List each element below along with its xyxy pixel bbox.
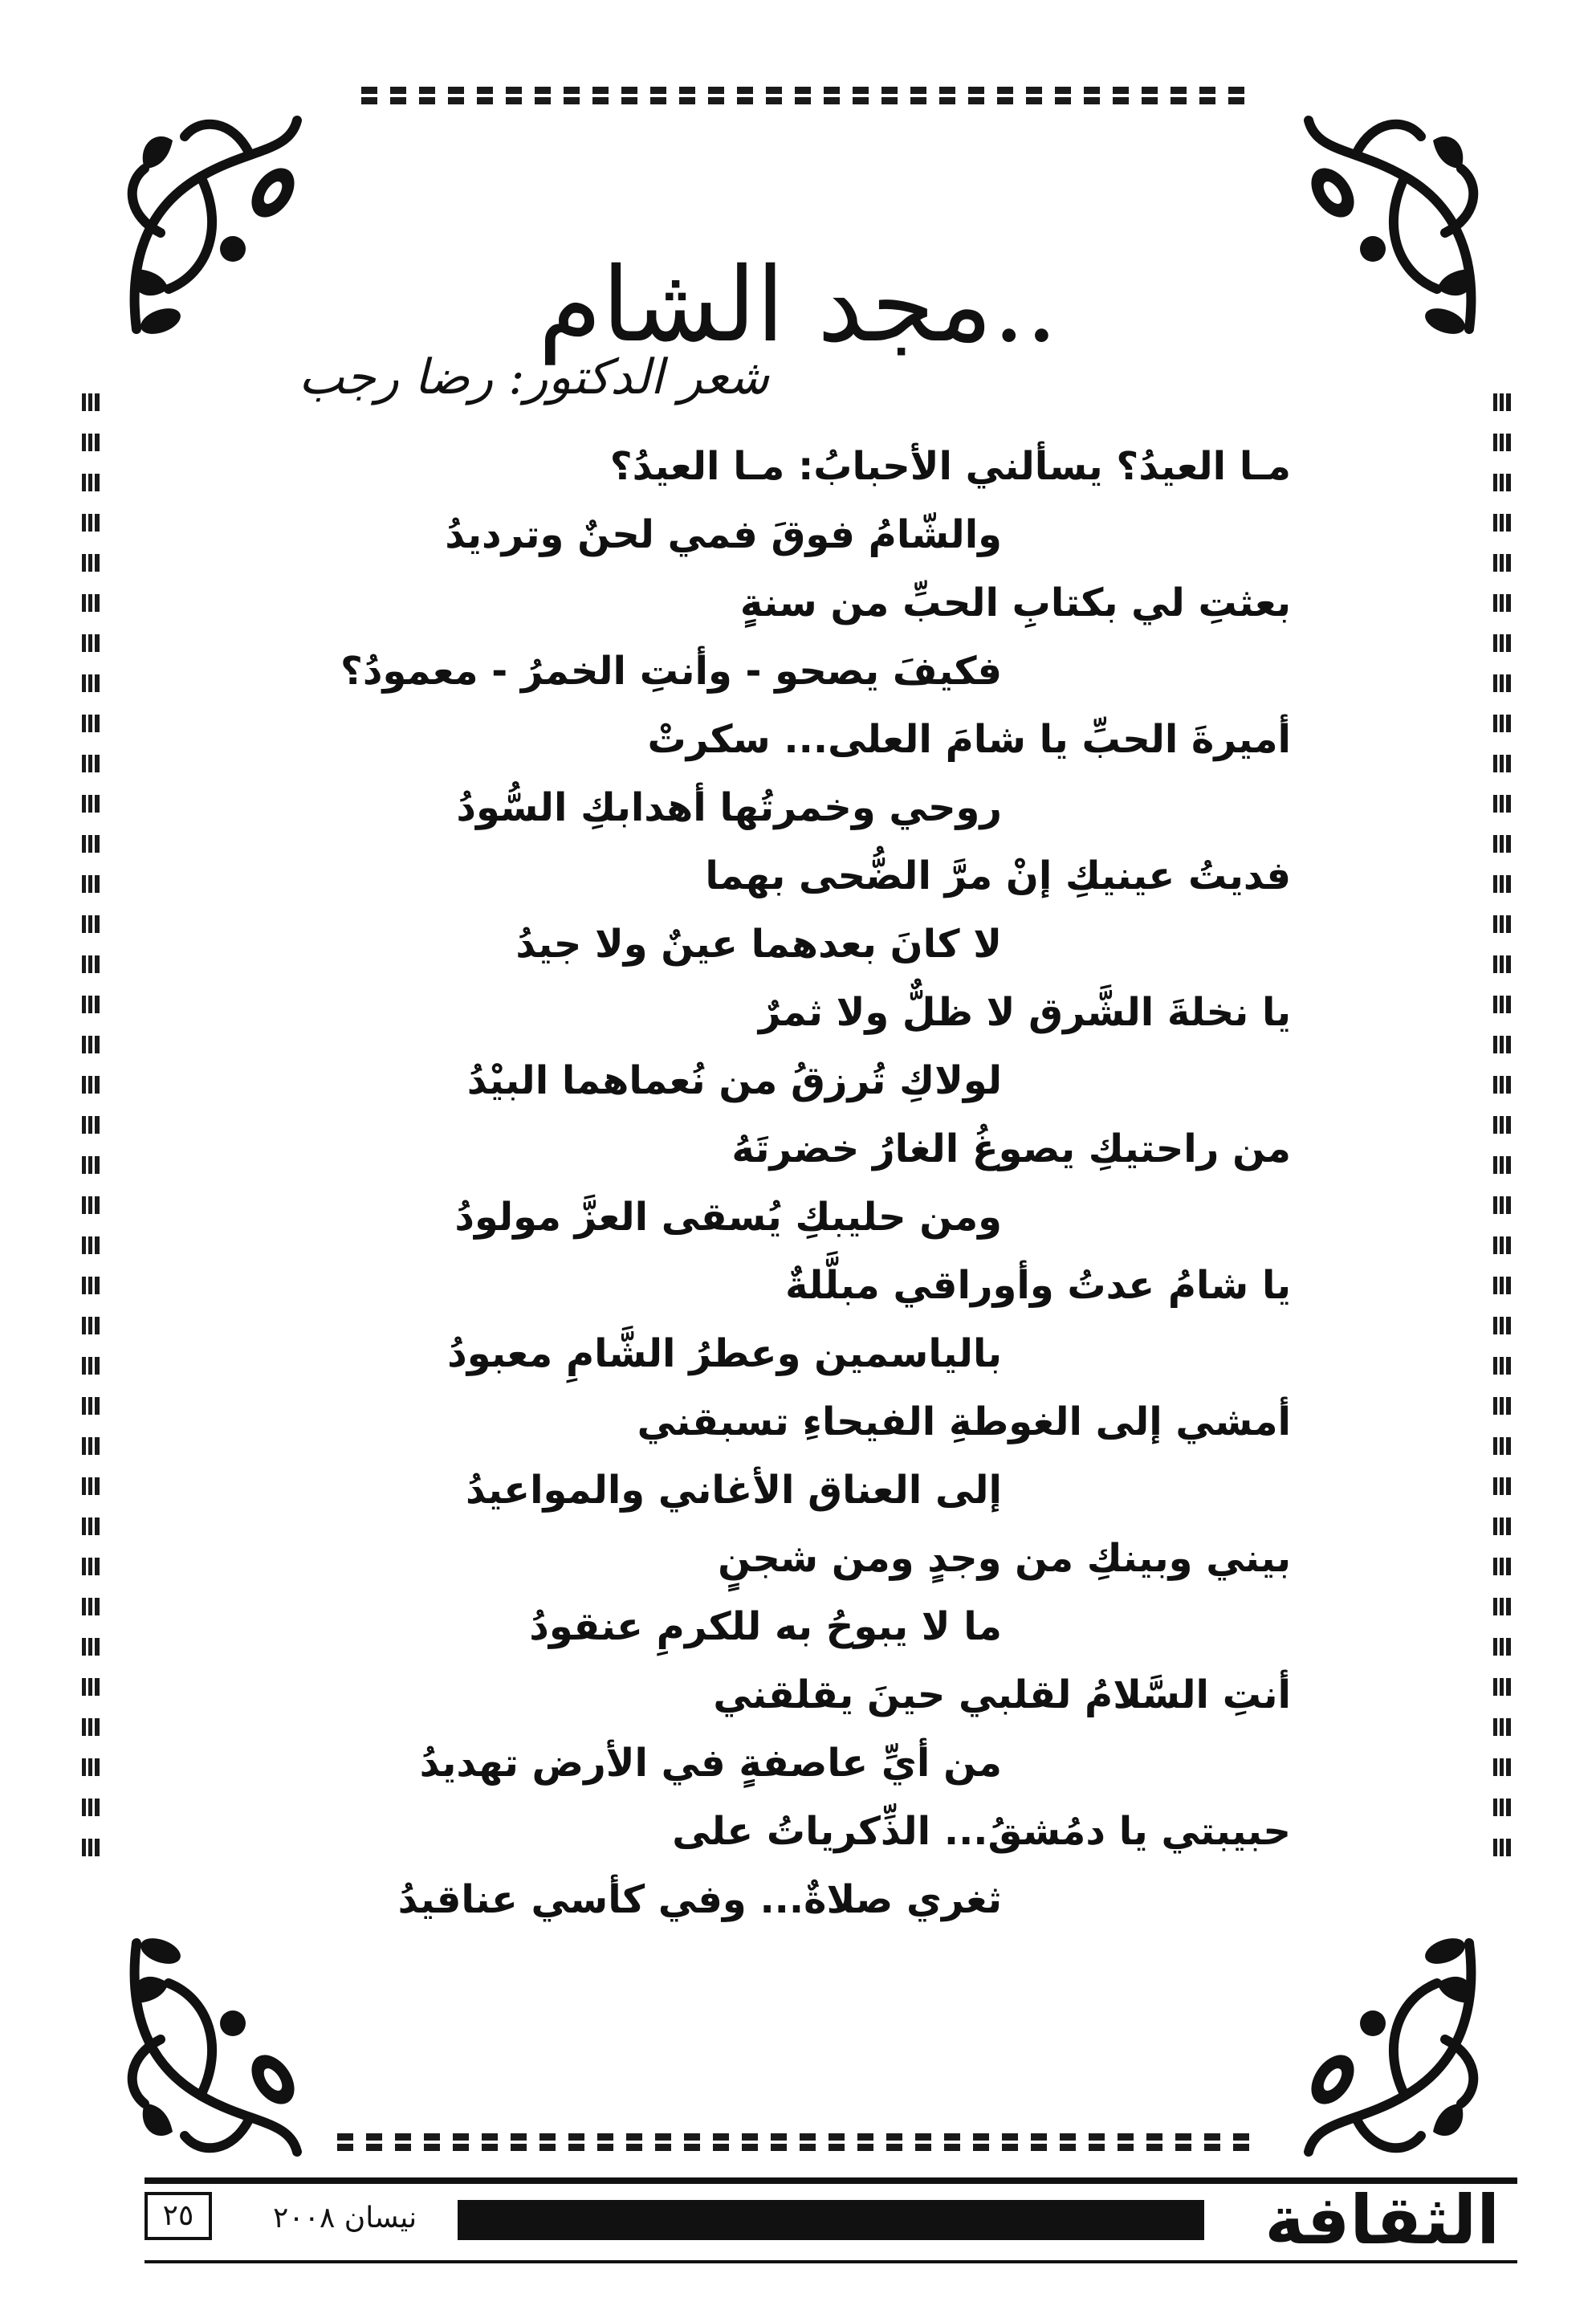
verse-5-first-hemistich: يا نخلةَ الشَّرق لا ظلٌّ ولا ثمرٌ xyxy=(758,990,1291,1035)
magazine-name: الثقافة xyxy=(1264,2181,1500,2259)
verse-11-first-hemistich: حبيبتي يا دمُشقُ... الذِّكرياتُ على xyxy=(672,1809,1291,1854)
verse-9-first-hemistich: بيني وبينكِ من وجدٍ ومن شجنٍ xyxy=(718,1536,1291,1581)
issue-date: نيسان ٢٠٠٨ xyxy=(273,2202,417,2234)
poem-author: شعر الدكتور: رضا رجب xyxy=(298,349,769,405)
verse-3-first-hemistich: أميرةَ الحبِّ يا شامَ العلى... سكرتْ xyxy=(647,717,1291,762)
verse-9-second-hemistich: ما لا يبوحُ به للكرمِ عنقودُ xyxy=(529,1604,1002,1649)
verse-5-second-hemistich: لولاكِ تُرزقُ من نُعماهما البيْدُ xyxy=(466,1058,1002,1103)
verse-7-first-hemistich: يا شامُ عدتُ وأوراقي مبلَّلةٌ xyxy=(785,1263,1291,1308)
verse-6-first-hemistich: من راحتيكِ يصوغُ الغارُ خضرتَهُ xyxy=(731,1126,1291,1171)
verse-10-second-hemistich: من أيِّ عاصفةٍ في الأرض تهديدُ xyxy=(419,1741,1002,1786)
verse-8-first-hemistich: أمشي إلى الغوطةِ الفيحاءِ تسبقني xyxy=(637,1399,1291,1444)
verse-3-second-hemistich: روحي وخمرتُها أهدابكِ السُّودُ xyxy=(456,785,1002,830)
verse-2-second-hemistich: فكيفَ يصحو - وأنتِ الخمرُ - معمودُ؟ xyxy=(340,649,1002,694)
verse-6-second-hemistich: ومن حليبكِ يُسقى العزَّ مولودُ xyxy=(454,1195,1002,1240)
verse-2-first-hemistich: بعثتِ لي بكتابِ الحبِّ من سنةٍ xyxy=(739,580,1291,625)
footer-black-bar xyxy=(458,2200,1204,2240)
verse-8-second-hemistich: إلى العناق الأغاني والمواعيدُ xyxy=(465,1468,1002,1513)
page-number: ٢٥ xyxy=(145,2192,212,2240)
verse-4-second-hemistich: لا كانَ بعدهما عينٌ ولا جيدُ xyxy=(515,922,1002,967)
verse-10-first-hemistich: أنتِ السَّلامُ لقلبي حينَ يقلقني xyxy=(713,1672,1291,1717)
verse-11-second-hemistich: ثغري صلاةٌ... وفي كأسي عناقيدُ xyxy=(397,1877,1002,1922)
verse-4-first-hemistich: فديتُ عينيكِ إنْ مرَّ الضُّحى بهما xyxy=(705,853,1291,898)
verse-7-second-hemistich: بالياسمين وعطرُ الشَّامِ معبودُ xyxy=(447,1331,1002,1376)
verse-1-second-hemistich: والشّامُ فوقَ فمي لحنٌ وترديدُ xyxy=(445,512,1002,557)
verse-1-first-hemistich: مـا العيدُ؟ يسألني الأحبابُ: مـا العيدُ؟ xyxy=(609,444,1291,489)
poem-title: مجد الشام.. xyxy=(538,245,1058,365)
